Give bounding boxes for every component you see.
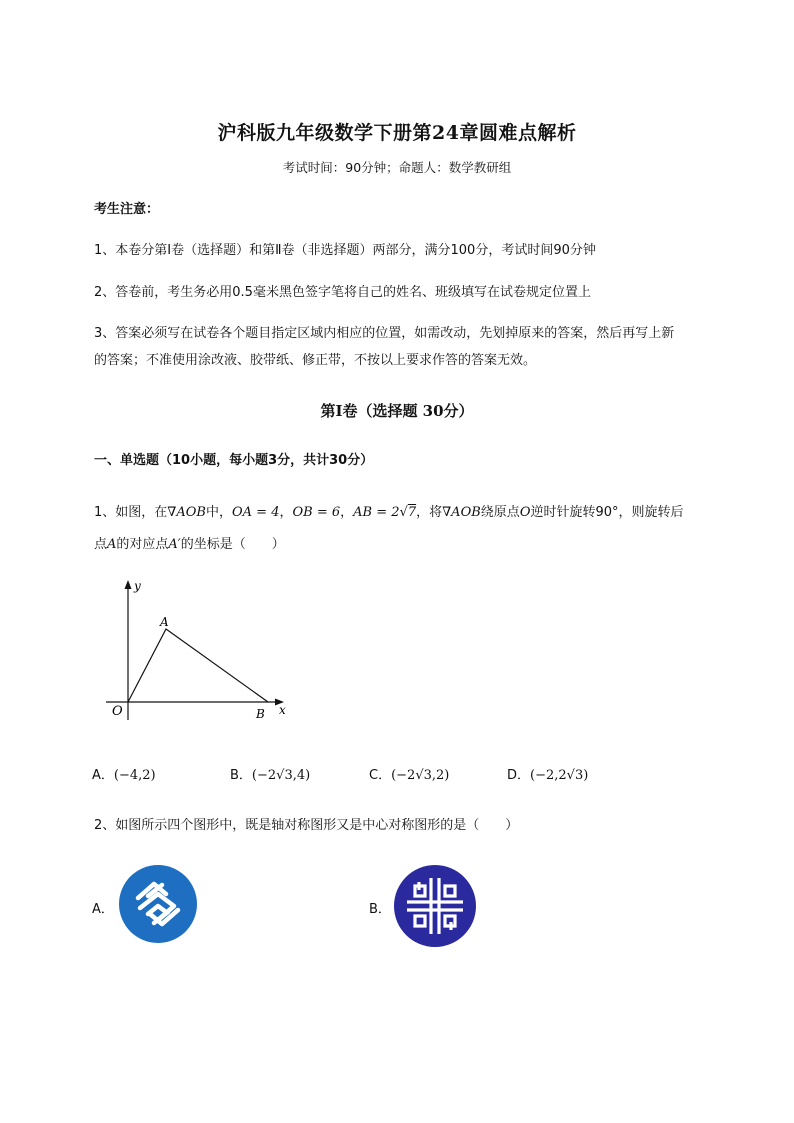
point-o-label: O (112, 704, 123, 719)
notice-item-2: 2、答卷前，考生务必用0.5毫米黑色签字笔将自己的姓名、班级填写在试卷规定位置上 (94, 285, 591, 300)
q1-option-c[interactable]: C．(−2√3,2) (369, 768, 450, 783)
point-a: A (107, 537, 117, 552)
sqrt-icon: √ (399, 505, 408, 520)
q1-option-a[interactable]: A．(−4,2) (92, 768, 156, 783)
notice-item-3: 3、答案必须写在试卷各个题目指定区域内相应的位置，如需改动，先划掉原来的答案，然后再写上新 (94, 326, 675, 341)
q1-option-d[interactable]: D．(−2,2√3) (507, 768, 589, 783)
part-title: 一、单选题（10小题，每小题3分，共计30分） (94, 453, 374, 468)
ab-length: AB = 2√7 (353, 505, 417, 520)
triangle-aob: ∇AOB (167, 505, 206, 520)
q2-option-b-label: B． (369, 902, 391, 917)
notice-heading: 考生注意： (94, 202, 160, 217)
triangle-figure (98, 572, 298, 722)
page-title: 沪科版九年级数学下册第24章圆难点解析 (217, 122, 577, 144)
question-2-text: 2、如图所示四个图形中，既是轴对称图形又是中心对称图形的是（ ） (94, 818, 519, 833)
x-axis-label: x (279, 703, 286, 717)
china-mobile-logo-icon[interactable] (118, 864, 198, 944)
bank-logo-icon[interactable] (393, 864, 477, 948)
oa-length: OA = 4 (231, 505, 280, 520)
question-1-text: 1、如图，在∇AOB中，OA = 4，OB = 6，AB = 2√7，将∇AOB绕原点O逆时针旋转90°，则旋转后 点A的对应点A′的坐标是（ ） (94, 505, 684, 552)
point-a-label: A (160, 615, 169, 629)
q2-option-a-label: A． (92, 902, 114, 917)
exam-info: 考试时间：90分钟；命题人：数学教研组 (282, 160, 512, 175)
section-title: 第I卷（选择题 30分） (320, 402, 474, 420)
y-axis-label: y (134, 579, 141, 593)
q1-option-b[interactable]: B．(−2√3,4) (230, 768, 311, 783)
triangle-aob-2: ∇AOB (442, 505, 481, 520)
notice-item-3-cont: 的答案；不准使用涂改液、胶带纸、修正带，不按以上要求作答的答案无效。 (94, 353, 537, 368)
notice-item-1: 1、本卷分第I卷（选择题）和第Ⅱ卷（非选择题）两部分，满分100分，考试时间90分钟 (94, 243, 596, 258)
point-a-prime: A′ (168, 537, 181, 552)
ob-length: OB = 6 (292, 505, 341, 520)
point-b-label: B (256, 707, 265, 721)
origin-o: O (519, 505, 531, 520)
